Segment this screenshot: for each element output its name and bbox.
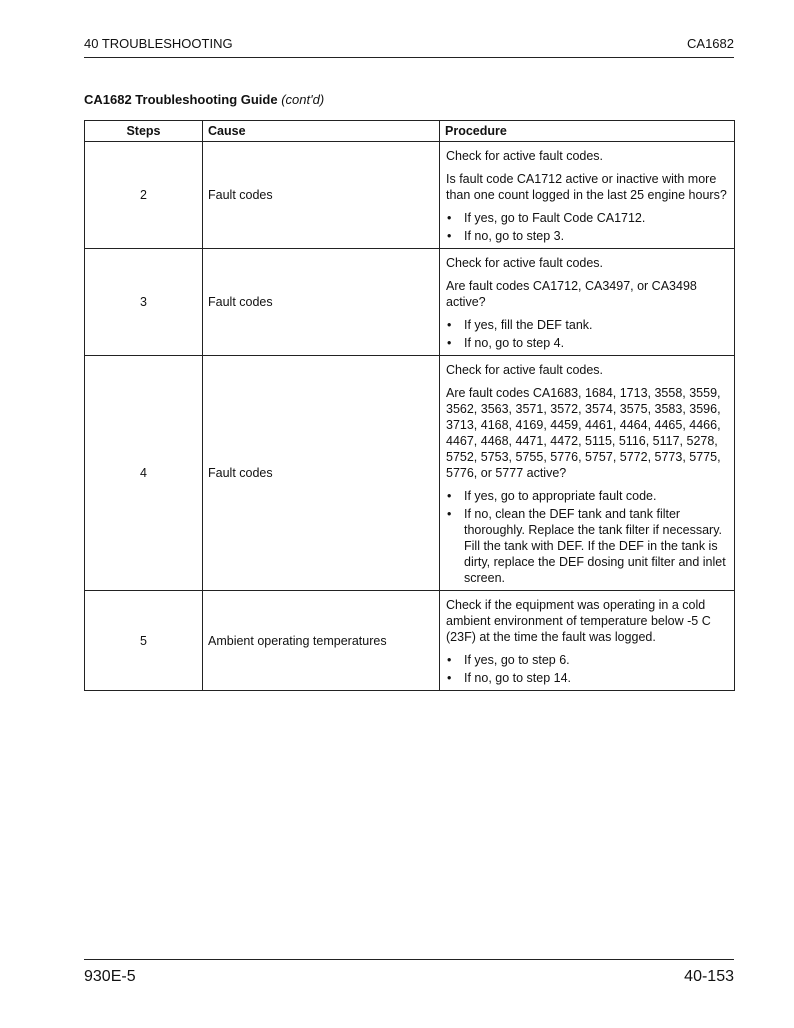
procedure-bullet (446, 652, 729, 668)
guide-title (84, 92, 324, 107)
procedure-cell (440, 591, 735, 691)
cause-cell: Fault codes (203, 249, 440, 356)
procedure-bullet (446, 506, 729, 586)
bullet-text: If no, go to step 4. (464, 336, 565, 350)
procedure-bullets (446, 652, 729, 686)
model-number: 930E-5 (84, 968, 136, 985)
bullet-icon: • (447, 653, 452, 667)
column-header-steps: Steps (85, 121, 203, 142)
bullet-text: If yes, fill the DEF tank. (464, 318, 593, 332)
procedure-paragraph: Is fault code CA1712 active or inactive with more than one count logged in the last 25 engine hours? (446, 172, 727, 202)
bullet-icon: • (447, 507, 452, 521)
procedure-bullets (446, 317, 729, 351)
procedure-paragraph: Check for active fault codes. (446, 149, 604, 163)
step-number: 5 (85, 591, 203, 691)
procedure-cell (440, 356, 735, 591)
column-header-procedure: Procedure (440, 121, 735, 142)
guide-title-text: CA1682 Troubleshooting Guide (84, 92, 278, 107)
step-number: 3 (85, 249, 203, 356)
procedure-paragraph: Are fault codes CA1683, 1684, 1713, 3558, 3559, 3562, 3563, 3571, 3572, 3574, 3575, 3583, 3596, 3713, 4168, 4169, 4459, 4461, 4464, 4465, 4466, 4467, 4468, 4471, 4472, 5115, 5116, 5117, 5278, 5752, 5753, 5755, 5776, 5757, 5772, 5773, 5775, 5776, or 5777 active? (446, 386, 721, 480)
header-divider (84, 57, 734, 58)
bullet-icon: • (447, 489, 452, 503)
procedure-bullet (446, 670, 729, 686)
bullet-icon: • (447, 336, 452, 350)
footer-divider (84, 959, 734, 960)
table-row (85, 249, 735, 356)
guide-title-contd: (cont'd) (281, 92, 325, 107)
bullet-text: If yes, go to appropriate fault code. (464, 489, 657, 503)
bullet-icon: • (447, 211, 452, 225)
bullet-text: If yes, go to step 6. (464, 653, 570, 667)
cause-cell: Fault codes (203, 142, 440, 249)
procedure-cell (440, 249, 735, 356)
bullet-icon: • (447, 318, 452, 332)
procedure-paragraph: Check if the equipment was operating in a cold ambient environment of temperature below -5 C (23F) at the time the fault was logged. (446, 598, 711, 644)
table-row (85, 591, 735, 691)
bullet-icon: • (447, 229, 452, 243)
bullet-text: If no, go to step 3. (464, 229, 565, 243)
table-row (85, 356, 735, 591)
bullet-icon: • (447, 671, 452, 685)
procedure-paragraph: Check for active fault codes. (446, 256, 604, 270)
step-number: 2 (85, 142, 203, 249)
procedure-bullet (446, 335, 729, 351)
step-number: 4 (85, 356, 203, 591)
procedure-paragraph: Check for active fault codes. (446, 363, 604, 377)
cause-cell: Fault codes (203, 356, 440, 591)
procedure-cell (440, 142, 735, 249)
fault-code-header: CA1682 (687, 36, 734, 51)
troubleshooting-table (84, 120, 735, 691)
procedure-bullet (446, 317, 729, 333)
bullet-text: If no, go to step 14. (464, 671, 572, 685)
procedure-bullet (446, 210, 729, 226)
procedure-paragraph: Are fault codes CA1712, CA3497, or CA3498 active? (446, 279, 697, 309)
page-header (84, 34, 734, 54)
bullet-text: If no, clean the DEF tank and tank filter thoroughly. Replace the tank filter if necessary. Fill the tank with DEF. If the DEF in the tank is dirty, replace the DEF dosing unit filter and inlet screen. (464, 507, 726, 585)
column-header-cause: Cause (203, 121, 440, 142)
procedure-bullet (446, 488, 729, 504)
procedure-bullets (446, 488, 729, 586)
table-row (85, 142, 735, 249)
section-title: 40 TROUBLESHOOTING (84, 36, 233, 51)
procedure-bullet (446, 228, 729, 244)
bullet-text: If yes, go to Fault Code CA1712. (464, 211, 646, 225)
table-header-row (85, 121, 735, 142)
page-number: 40-153 (684, 968, 734, 985)
cause-cell: Ambient operating temperatures (203, 591, 440, 691)
procedure-bullets (446, 210, 729, 244)
